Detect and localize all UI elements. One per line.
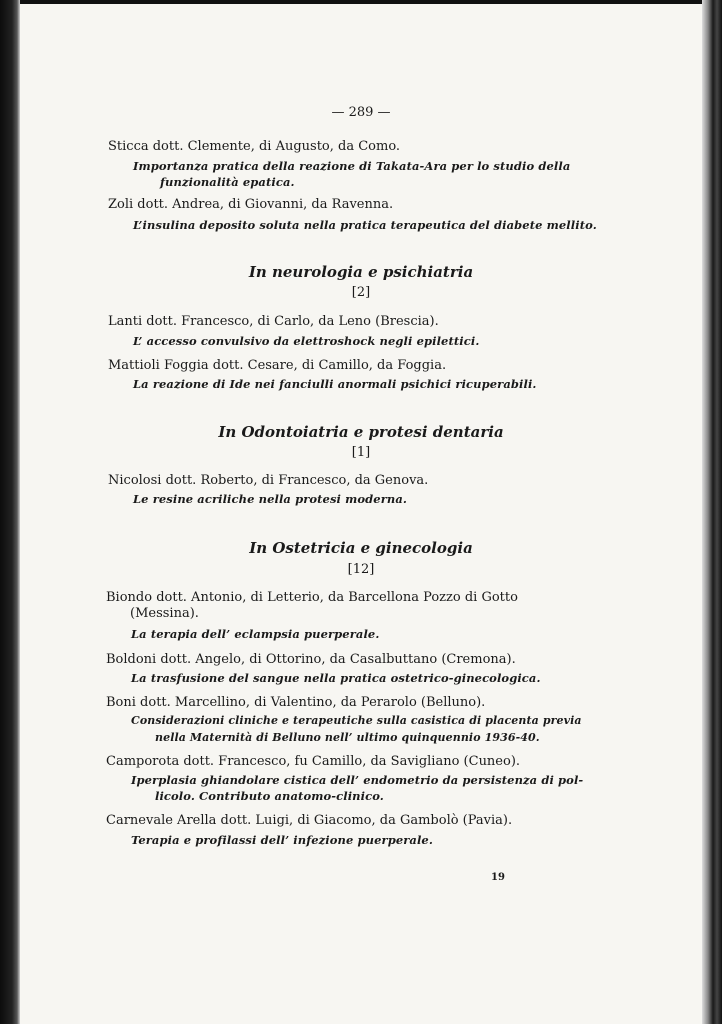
entry-title: Considerazioni cliniche e terapeutiche sulla casistica di placenta previa <box>131 714 582 727</box>
entry-author: Boldoni dott. Angelo, di Ottorino, da Casalbuttano (Cremona). <box>106 652 516 667</box>
entry-title: Iperplasia ghiandolare cistica dell’ endometrio da persistenza di pol- <box>131 773 584 787</box>
page-number: — 289 — <box>331 105 391 120</box>
section-heading: In Ostetricia e ginecologia <box>249 539 473 557</box>
scan-right-edge <box>702 0 722 1024</box>
entry-author: Sticca dott. Clemente, di Augusto, da Como. <box>108 139 401 154</box>
entry-title: La reazione di Ide nei fanciulli anormali psichici ricuperabili. <box>133 377 537 391</box>
entry-title: nella Maternità di Belluno nell’ ultimo quinquennio 1936-40. <box>155 731 540 744</box>
entry-author: Boni dott. Marcellino, di Valentino, da Perarolo (Belluno). <box>106 695 486 710</box>
entry-author: (Messina). <box>130 606 199 621</box>
entry-title: La trasfusione del sangue nella pratica ostetrico-ginecologica. <box>131 671 541 685</box>
section-count: [2] <box>351 285 371 300</box>
entry-author: Biondo dott. Antonio, di Letterio, da Barcellona Pozzo di Gotto <box>106 590 518 605</box>
entry-author: Carnevale Arella dott. Luigi, di Giacomo, da Gambolò (Pavia). <box>106 813 513 828</box>
scan-left-edge <box>0 0 20 1024</box>
entry-title: L’insulina deposito soluta nella pratica terapeutica del diabete mellito. <box>133 218 597 232</box>
entry-author: Mattioli Foggia dott. Cesare, di Camillo, da Foggia. <box>108 358 447 373</box>
section-count: [1] <box>351 445 371 460</box>
entry-title: L’ accesso convulsivo da elettroshock negli epilettici. <box>133 334 480 348</box>
entry-title: funzionalità epatica. <box>160 175 295 189</box>
entry-title: Le resine acriliche nella protesi moderna. <box>133 492 407 506</box>
entry-title: licolo. Contributo anatomo-clinico. <box>155 789 384 803</box>
entry-author: Lanti dott. Francesco, di Carlo, da Leno (Brescia). <box>108 314 439 329</box>
scan-top-edge <box>0 0 722 4</box>
section-heading: In neurologia e psichiatria <box>248 263 474 281</box>
section-count: [12] <box>347 562 375 577</box>
entry-author: Camporota dott. Francesco, fu Camillo, da Savigliano (Cuneo). <box>106 754 521 769</box>
section-heading: In Odontoiatria e protesi dentaria <box>218 423 504 441</box>
entry-author: Zoli dott. Andrea, di Giovanni, da Ravenna. <box>108 197 394 212</box>
entry-title: Importanza pratica della reazione di Takata-Ara per lo studio della <box>133 159 571 173</box>
entry-title: La terapia dell’ eclampsia puerperale. <box>131 627 380 641</box>
entry-author: Nicolosi dott. Roberto, di Francesco, da Genova. <box>108 473 429 488</box>
entry-title: Terapia e profilassi dell’ infezione puerperale. <box>131 833 433 847</box>
signature-mark: 19 <box>491 872 505 883</box>
